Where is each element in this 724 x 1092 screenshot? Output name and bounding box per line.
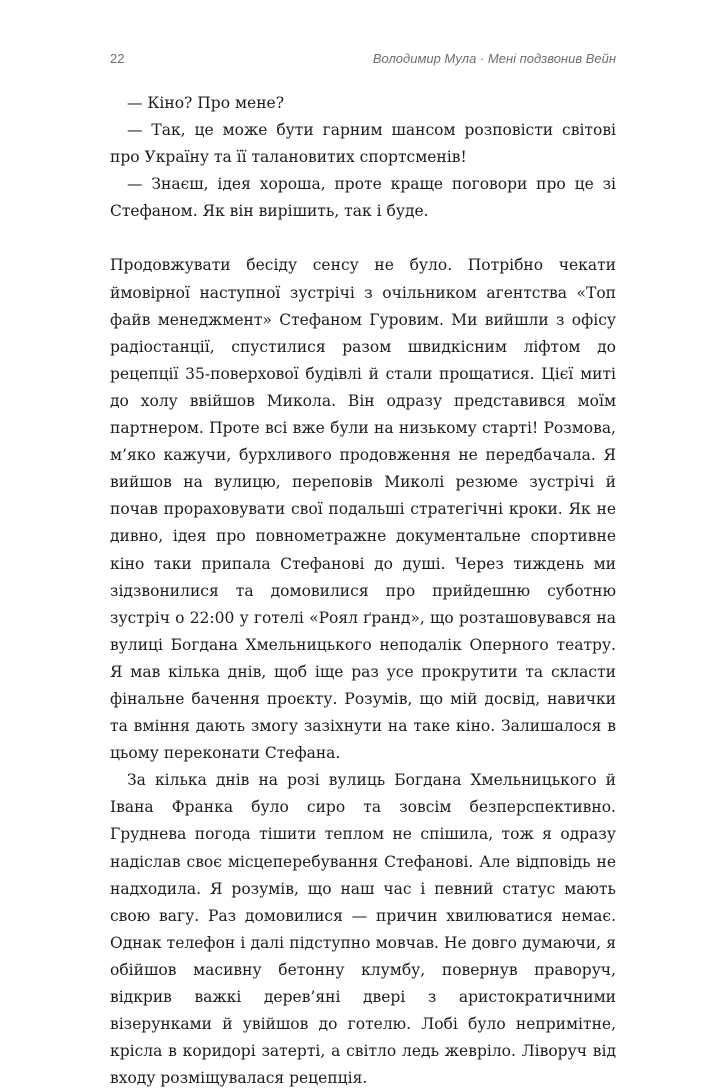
body-paragraph: За кілька днів на розі вулиць Богдана Хмельницького й Івана Франка було сиро та зовсім безперспективно. Груднева погода тішити теплом не спішила, тож я одразу надіслав своє місцеперебування Стефанові. Але відповідь не надходила. Я розумів, що наш час і певний статус мають свою вагу. Раз домовилися — причин хвилюватися немає. Однак телефон і далі підступно мовчав. Не довго думаючи, я обійшов масивну бетонну клумбу, повернув праворуч, відкрив важкі дерев’яні двері з аристократичними візерунками й увійшов до готелю. Лобі було непримітне, крісла в коридорі затерті, а світло ледь жевріло. Ліворуч від входу розміщувалася рецепція.	[110, 771, 616, 1088]
running-head: Володимир Мула · Мені подзвонив Вейн	[372, 51, 616, 66]
page-body	[110, 90, 616, 1092]
dialogue-line: — Так, це може бути гарним шансом розповісти світові про Україну та її талановитих спортсменів!	[110, 121, 616, 167]
dialogue-line: — Знаєш, ідея хороша, проте краще поговори про це зі Стефаном. Як він вирішить, так і буде.	[110, 175, 616, 221]
dialogue-line: — Кіно? Про мене?	[127, 94, 285, 112]
body-paragraph: Продовжувати бесіду сенсу не було. Потрібно чекати ймовірної наступної зустрічі з очільником агентства «Топ файв менеджмент» Стефаном Гуровим. Ми вийшли з офісу радіостанції, спустилися разом швидкісним ліфтом до рецепції 35-поверхової будівлі й стали прощатися. Цієї миті до холу ввійшов Микола. Він одразу представився моїм партнером. Проте всі вже були на низькому старті! Розмова, м’яко кажучи, бурхливого продовження не передбачала. Я вийшов на вулицю, переповів Миколі резюме зустрічі й почав прораховувати свої подальші стратегічні кроки. Як не дивно, ідея про повнометражне документальне спортивне кіно таки припала Стефанові до душі. Через тиждень ми зідзвонилися та домовилися про прийдешню суботню зустріч о 22:00 у готелі «Роял ґранд», що розташовувався на вулиці Богдана Хмельницького неподалік Оперного театру. Я мав кілька днів, щоб іще раз усе прокрутити та скласти фінальне бачення проєкту. Розумів, що мій досвід, навички та вміння дають змогу зазіхнути на таке кіно. Залишалося в цьому переконати Стефана.	[110, 256, 616, 763]
page-header	[110, 51, 616, 75]
page-number: 22	[110, 51, 125, 66]
section-break	[110, 225, 616, 252]
